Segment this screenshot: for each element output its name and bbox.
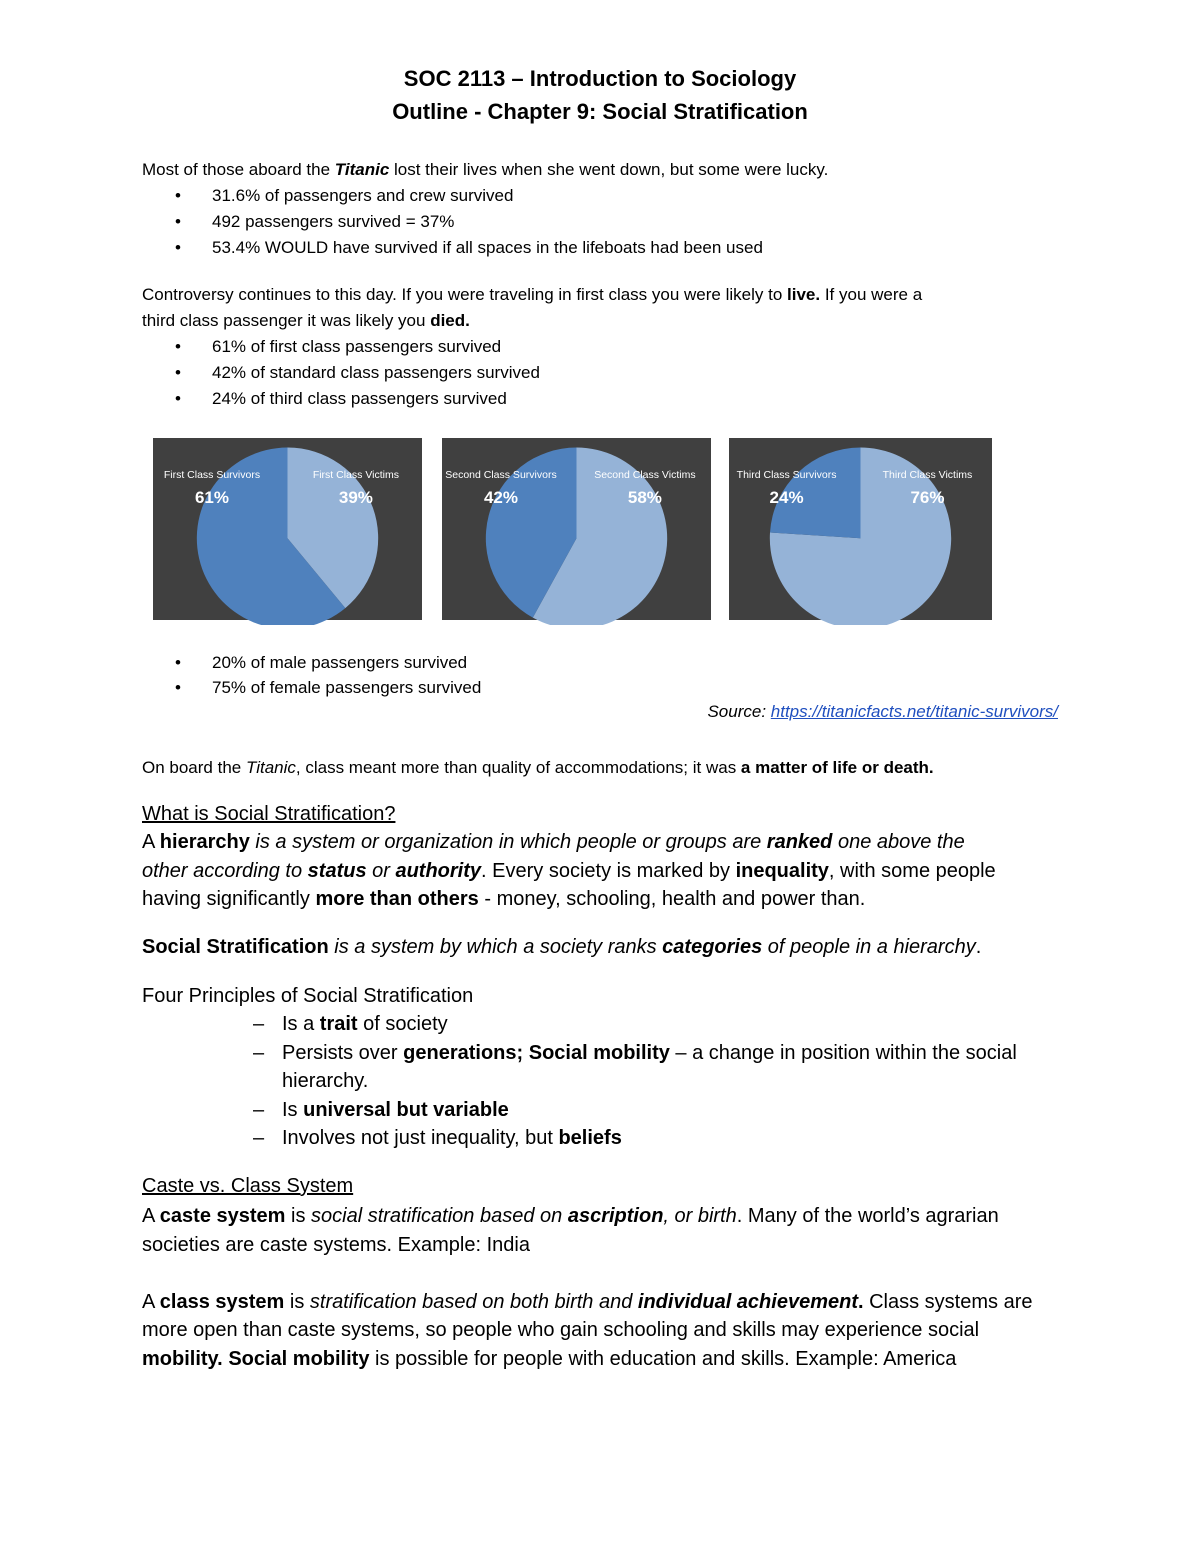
list-item: • 61% of first class passengers survived: [175, 334, 501, 360]
list-item: – Is a trait of society: [253, 1013, 448, 1035]
pie-value-label: 39%: [338, 488, 373, 508]
pie-value-label: 58%: [627, 488, 662, 508]
controversy-line-1: Controversy continues to this day. If you were traveling in first class you were likely to live. If you were a: [142, 285, 923, 304]
class-line-3: mobility. Social mobility is possible for people with education and skills. Example: America: [142, 1348, 957, 1370]
list-item: – Persists over generations; Social mobility – a change in position within the social: [253, 1042, 1017, 1064]
caste-class-heading: Caste vs. Class System: [142, 1175, 354, 1197]
intro-paragraph: Most of those aboard the Titanic lost their lives when she went down, but some were lucky.: [142, 160, 829, 179]
third-class-pie-chart: [721, 430, 1000, 625]
source-link[interactable]: https://titanicfacts.net/titanic-survivors/: [770, 702, 1058, 721]
pie-category-label: Second Class Survivors: [445, 468, 557, 481]
stratification-heading: What is Social Stratification?: [142, 803, 396, 825]
list-item: • 42% of standard class passengers survived: [175, 360, 540, 386]
hierarchy-line-1: A hierarchy is a system or organization in which people or groups are ranked one above the: [142, 831, 965, 853]
pie-category-label: First Class Victims: [312, 468, 399, 481]
course-title: SOC 2113 – Introduction to Sociology: [403, 66, 797, 91]
list-item: – Involves not just inequality, but beliefs: [253, 1127, 622, 1149]
hierarchy-line-3: having significantly more than others - money, schooling, health and power than.: [142, 888, 866, 910]
pie-value-label: 24%: [769, 488, 804, 508]
pie-value-label: 76%: [910, 488, 945, 508]
list-item-continuation: hierarchy.: [282, 1070, 369, 1092]
second-class-pie-chart: [434, 430, 719, 625]
pie-category-label: Third Class Survivors: [736, 468, 837, 481]
list-item: – Is universal but variable: [253, 1099, 509, 1121]
list-item: • 492 passengers survived = 37%: [175, 209, 454, 235]
controversy-line-2: third class passenger it was likely you died.: [142, 311, 470, 330]
caste-line-2: societies are caste systems. Example: India: [142, 1234, 530, 1256]
pie-category-label: Third Class Victims: [882, 468, 973, 481]
class-survival-charts: [145, 430, 1000, 625]
hierarchy-line-2: other according to status or authority. Every society is marked by inequality, with some people: [142, 860, 996, 882]
pie-value-label: 61%: [194, 488, 229, 508]
caste-line-1: A caste system is social stratification based on ascription, or birth. Many of the world’s agrarian: [142, 1205, 999, 1227]
list-item: • 24% of third class passengers survived: [175, 386, 507, 412]
pie-category-label: First Class Survivors: [163, 468, 261, 481]
list-item: • 53.4% WOULD have survived if all spaces in the lifeboats had been used: [175, 235, 763, 261]
list-item: • 31.6% of passengers and crew survived: [175, 183, 513, 209]
titanic-name: Titanic: [334, 160, 390, 179]
list-item: • 20% of male passengers survived: [175, 650, 467, 676]
principles-heading: Four Principles of Social Stratification: [142, 985, 474, 1007]
list-item: • 75% of female passengers survived: [175, 675, 481, 701]
stratification-definition: Social Stratification is a system by which a society ranks categories of people in a hierarchy.: [142, 936, 982, 958]
source-citation: Source: https://titanicfacts.net/titanic-survivors/: [707, 702, 1058, 721]
first-class-pie-chart: [145, 430, 430, 625]
onboard-paragraph: On board the Titanic, class meant more than quality of accommodations; it was a matter of life or death.: [142, 758, 934, 777]
pie-value-label: 42%: [483, 488, 518, 508]
chapter-title: Outline - Chapter 9: Social Stratification: [392, 99, 808, 124]
pie-category-label: Second Class Victims: [594, 468, 696, 481]
class-line-1: A class system is stratification based on both birth and individual achievement. Class systems are: [142, 1291, 1033, 1313]
class-line-2: more open than caste systems, so people who gain schooling and skills may experience social: [142, 1319, 980, 1341]
